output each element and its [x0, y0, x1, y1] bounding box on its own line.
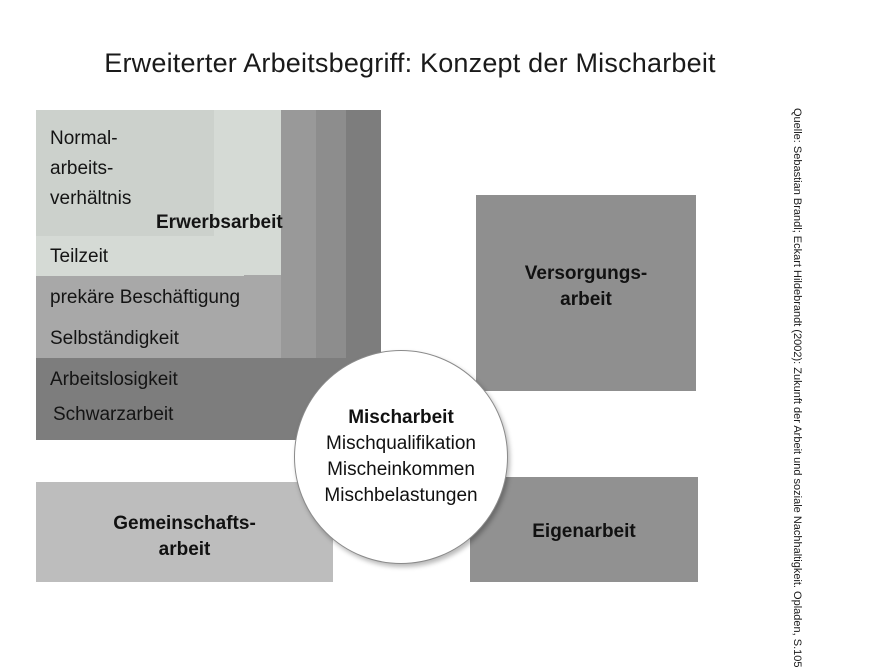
stack-label-arbeits: arbeits-: [50, 158, 114, 179]
stack-label-schwarzarbeit: Schwarzarbeit: [53, 404, 174, 425]
mischarbeit-line-mischqualifikation: Mischqualifikation: [326, 433, 476, 454]
erwerbsarbeit-heading: Erwerbsarbeit: [156, 212, 283, 233]
stack-label-arbeitslosigkeit: Arbeitslosigkeit: [50, 369, 178, 390]
gemeinschaftsarbeit-label-line2: arbeit: [158, 539, 211, 560]
stack-label-verhaeltnis: verhältnis: [50, 188, 132, 209]
page-title: Erweiterter Arbeitsbegriff: Konzept der Mischarbeit: [104, 48, 716, 78]
box-versorgungsarbeit: [476, 195, 696, 391]
stack-label-prekaere: prekäre Beschäftigung: [50, 287, 241, 308]
stack-label-selbstaendigkeit: Selbständigkeit: [50, 328, 179, 349]
mischarbeit-line-mischeinkommen: Mischeinkommen: [327, 459, 475, 480]
versorgungsarbeit-label-line2: arbeit: [560, 289, 612, 310]
eigenarbeit-label: Eigenarbeit: [532, 521, 636, 542]
stack-label-teilzeit: Teilzeit: [50, 246, 109, 267]
mischarbeit-line-mischbelastungen: Mischbelastungen: [324, 485, 478, 506]
mischarbeit-heading: Mischarbeit: [348, 407, 454, 428]
box-eigenarbeit: [470, 477, 698, 582]
gemeinschaftsarbeit-label-line1: Gemeinschafts-: [113, 513, 256, 534]
box-gemeinschaftsarbeit: [36, 482, 333, 582]
versorgungsarbeit-label-line1: Versorgungs-: [524, 263, 648, 284]
stack-label-normal: Normal-: [50, 128, 118, 149]
mischarbeit-circle: [294, 350, 508, 564]
source-note: Quelle: Sebastian Brandl; Eckart Hildebrandt (2002): Zukunft der Arbeit und soziale Nachhaltigkeit. Opladen, S.105: [791, 108, 803, 668]
